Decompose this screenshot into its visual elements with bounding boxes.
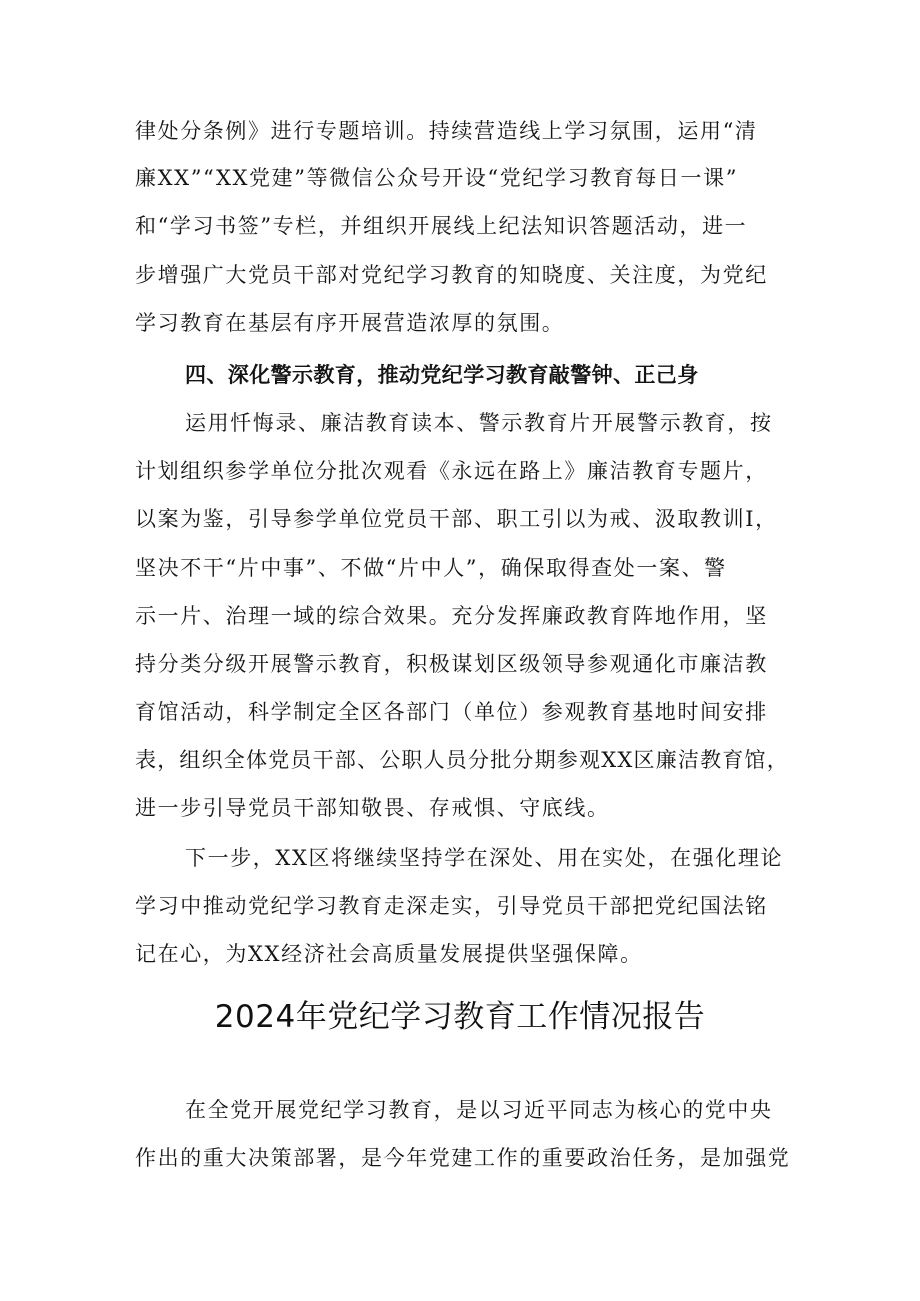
paragraph-line: 廉XX”“XX党建”等微信公众号开设“党纪学习教育每日一课” (135, 166, 739, 190)
paragraph-line: 和“学习书签”专栏，并组织开展线上纪法知识答题活动，进一 (135, 214, 748, 238)
paragraph-line: 下一步，XX区将继续坚持学在深处、用在实处，在强化理论 (185, 846, 784, 870)
paragraph-line: 作出的重大决策部署，是今年党建工作的重要政治任务，是加强党 (135, 1146, 791, 1170)
paragraph-line: 学习中推动党纪学习教育走深走实，引导党员干部把党纪国法铭 (135, 894, 768, 918)
paragraph-line: 示一片、治理一域的综合效果。充分发挥廉政教育阵地作用，坚 (135, 604, 768, 628)
paragraph-line: 表，组织全体党员干部、公职人员分批分期参观XX区廉洁教育馆， (135, 748, 789, 772)
paragraph-line: 运用忏悔录、廉洁教育读本、警示教育片开展警示教育，按 (185, 411, 773, 435)
paragraph-line: 坚决不干“片中事”、不做“片中人”，确保取得查处一案、警 (135, 556, 727, 580)
paragraph-line: 以案为鉴，引导参学单位党员干部、职工引以为戒、汲取教训I， (135, 507, 778, 531)
paragraph-line: 育馆活动，科学制定全区各部门（单位）参观教育基地时间安排 (135, 700, 768, 724)
paragraph-line: 进一步引导党员干部知敬畏、存戒惧、守底线。 (135, 796, 610, 820)
paragraph-line: 记在心，为XX经济社会高质量发展提供坚强保障。 (135, 942, 643, 966)
paragraph-line: 律处分条例》进行专题培训。持续营造线上学习氛围，运用“清 (135, 119, 758, 143)
section-heading: 四、深化警示教育，推动党纪学习教育敲警钟、正己身 (185, 363, 699, 387)
paragraph-line: 学习教育在基层有序开展营造浓厚的氛围。 (135, 311, 565, 335)
paragraph-line: 步增强广大党员干部对党纪学习教育的知晓度、关注度，为党纪 (135, 263, 768, 287)
paragraph-line: 计划组织参学单位分批次观看《永远在路上》廉洁教育专题片， (135, 459, 768, 483)
paragraph-line: 在全党开展党纪学习教育，是以习近平同志为核心的党中央 (185, 1098, 773, 1122)
report-title: 2024年党纪学习教育工作情况报告 (214, 999, 706, 1035)
paragraph-line: 持分类分级开展警示教育，积极谋划区级领导参观通化市廉洁教 (135, 652, 768, 676)
